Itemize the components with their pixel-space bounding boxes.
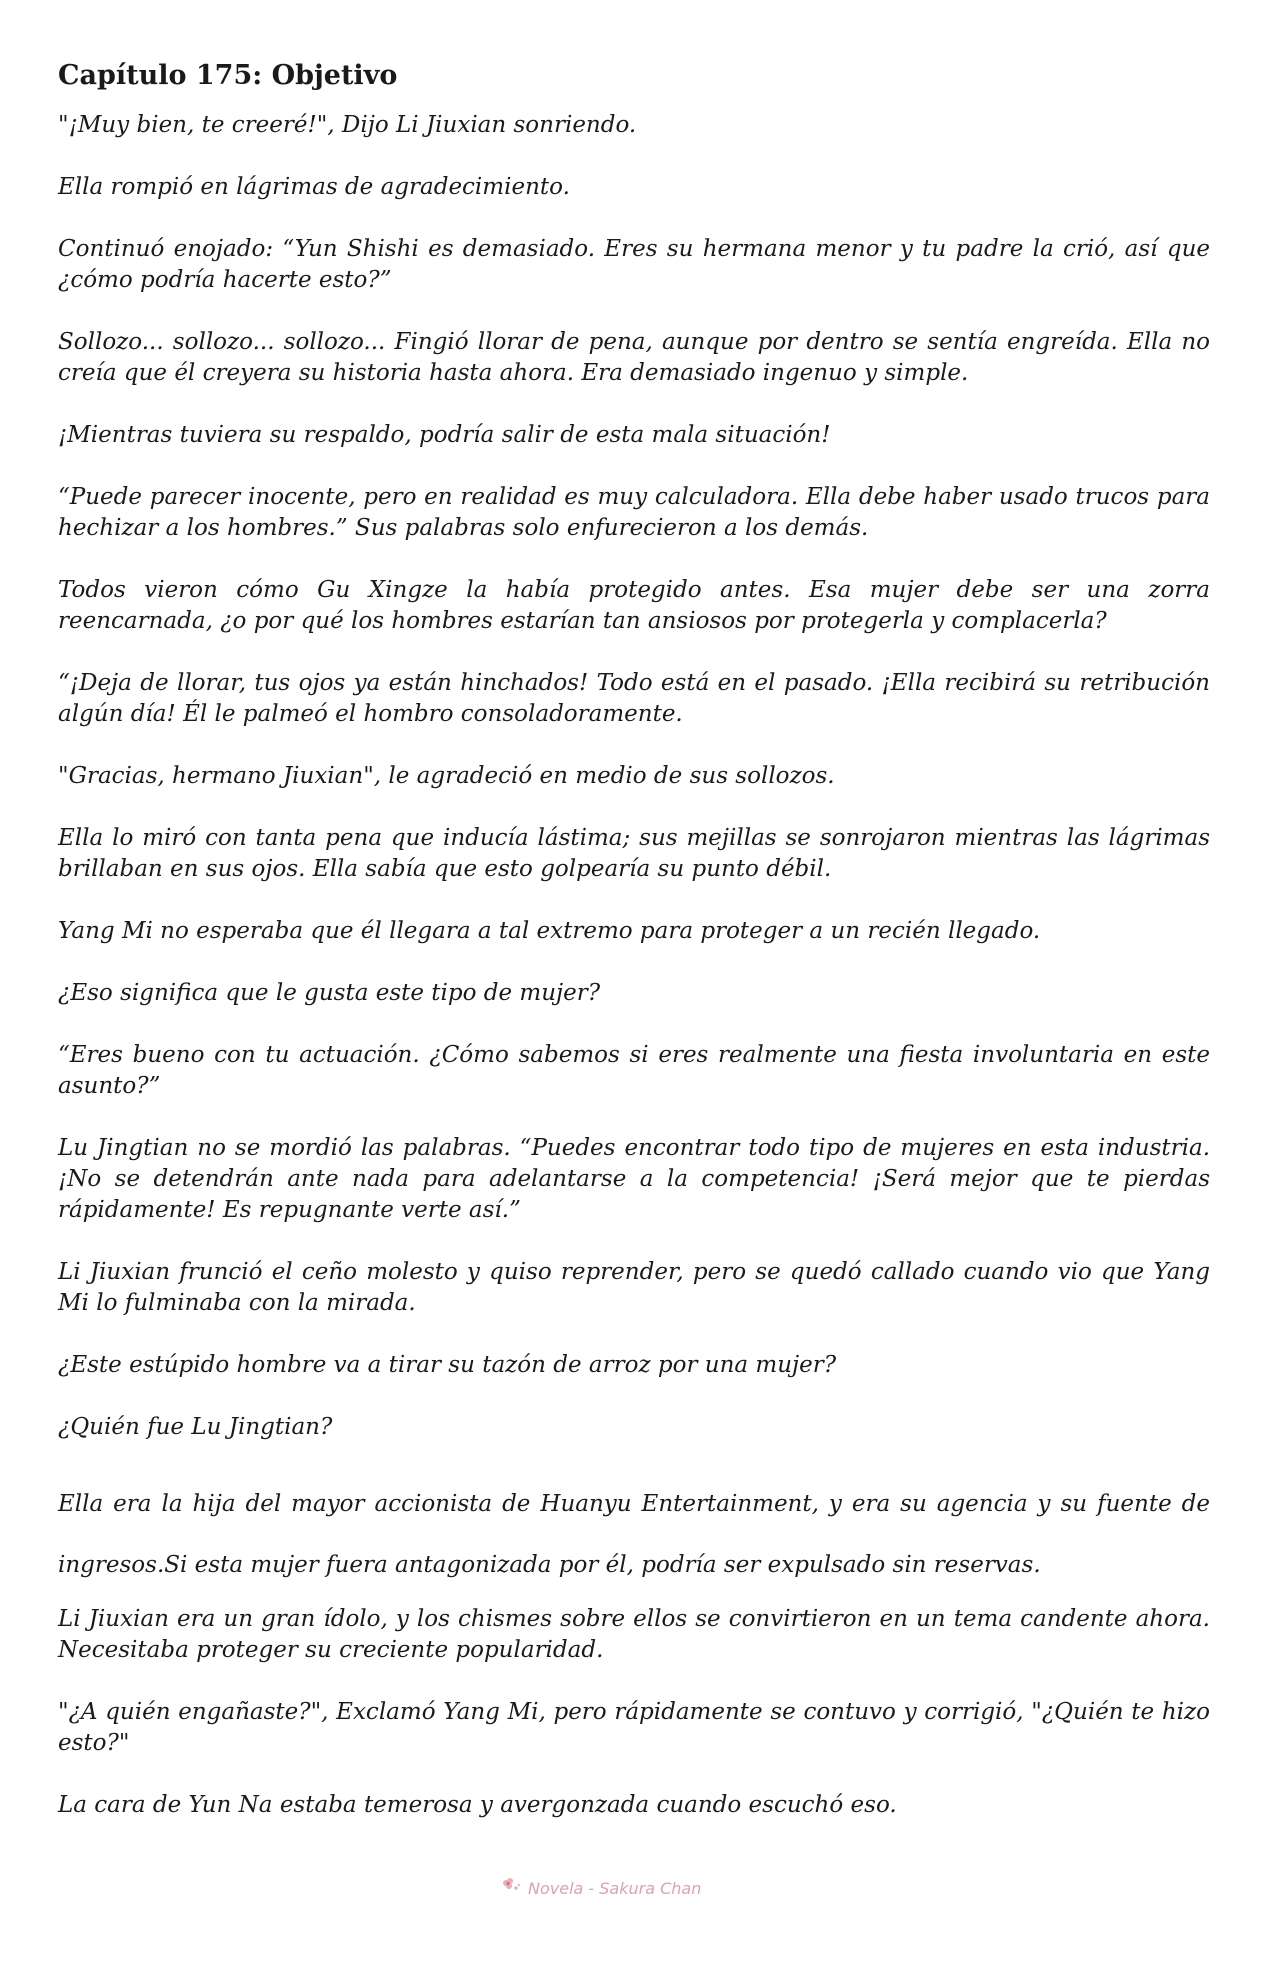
paragraph: "¿A quién engañaste?", Exclamó Yang Mi, pero rápidamente se contuvo y corrigió, "¿Quién te hizo esto?" [58, 1699, 1210, 1756]
paragraph: “Puede parecer inocente, pero en realidad es muy calculadora. Ella debe haber usado trucos para hechizar a los hombres.” Sus palabras solo enfurecieron a los demás. [58, 484, 1210, 541]
chapter-title: Capítulo 175: Objetivo [58, 60, 398, 91]
paragraph: La cara de Yun Na estaba temerosa y avergonzada cuando escuchó eso. [58, 1792, 897, 1818]
paragraph: Li Jiuxian frunció el ceño molesto y quiso reprender, pero se quedó callado cuando vio que Yang Mi lo fulminaba con la mirada. [58, 1259, 1210, 1316]
paragraph: Sollozo... sollozo... sollozo... Fingió llorar de pena, aunque por dentro se sentía engreída. Ella no creía que él creyera su historia hasta ahora. Era demasiado ingenuo y simple. [58, 329, 1210, 386]
paragraph: Continuó enojado: “Yun Shishi es demasiado. Eres su hermana menor y tu padre la crió, así que ¿cómo podría hacerte esto?” [58, 236, 1210, 293]
paragraph: "¡Muy bien, te creeré!", Dijo Li Jiuxian sonriendo. [58, 112, 637, 138]
paragraph: Lu Jingtian no se mordió las palabras. “Puedes encontrar todo tipo de mujeres en esta industria. ¡No se detendrán ante nada para adelantarse a la competencia! ¡Será mejor que te pierdas rápidamente! Es repugnante verte así.” [58, 1135, 1210, 1223]
paragraph: ¿Quién fue Lu Jingtian? [58, 1414, 333, 1440]
paragraph: "Gracias, hermano Jiuxian", le agradeció en medio de sus sollozos. [58, 763, 835, 789]
paragraph: Ella rompió en lágrimas de agradecimiento. [58, 174, 570, 200]
paragraph: “Eres bueno con tu actuación. ¿Cómo sabemos si eres realmente una fiesta involuntaria en este asunto?” [58, 1042, 1210, 1099]
paragraph: Todos vieron cómo Gu Xingze la había protegido antes. Esa mujer debe ser una zorra reencarnada, ¿o por qué los hombres estarían tan ansiosos por protegerla y complacerla? [58, 577, 1210, 634]
spaced-paragraph: Ella era la hija del mayor accionista de Huanyu Entertainment, y era su agencia y su fuente de ingresos.Si esta mujer fuera antagonizada por él, podría ser expulsado sin reservas. [58, 1491, 1210, 1578]
sakura-flower-icon [500, 1877, 522, 1899]
paragraph: Yang Mi no esperaba que él llegara a tal extremo para proteger a un recién llegado. [58, 918, 1041, 944]
chapter-page [58, 52, 1210, 1852]
paragraph: Li Jiuxian era un gran ídolo, y los chismes sobre ellos se convirtieron en un tema candente ahora. Necesitaba proteger su creciente popularidad. [58, 1606, 1210, 1663]
watermark-text: Novela - Sakura Chan [528, 1878, 702, 1898]
paragraph: Ella lo miró con tanta pena que inducía lástima; sus mejillas se sonrojaron mientras las lágrimas brillaban en sus ojos. Ella sabía que esto golpearía su punto débil. [58, 825, 1210, 882]
paragraph: ¡Mientras tuviera su respaldo, podría salir de esta mala situación! [58, 422, 831, 448]
paragraph: ¿Este estúpido hombre va a tirar su tazón de arroz por una mujer? [58, 1352, 837, 1378]
paragraph: “¡Deja de llorar, tus ojos ya están hinchados! Todo está en el pasado. ¡Ella recibirá su retribución algún día! Él le palmeó el hombro consoladoramente. [58, 670, 1210, 727]
watermark [500, 1877, 701, 1899]
paragraph: ¿Eso significa que le gusta este tipo de mujer? [58, 980, 601, 1006]
